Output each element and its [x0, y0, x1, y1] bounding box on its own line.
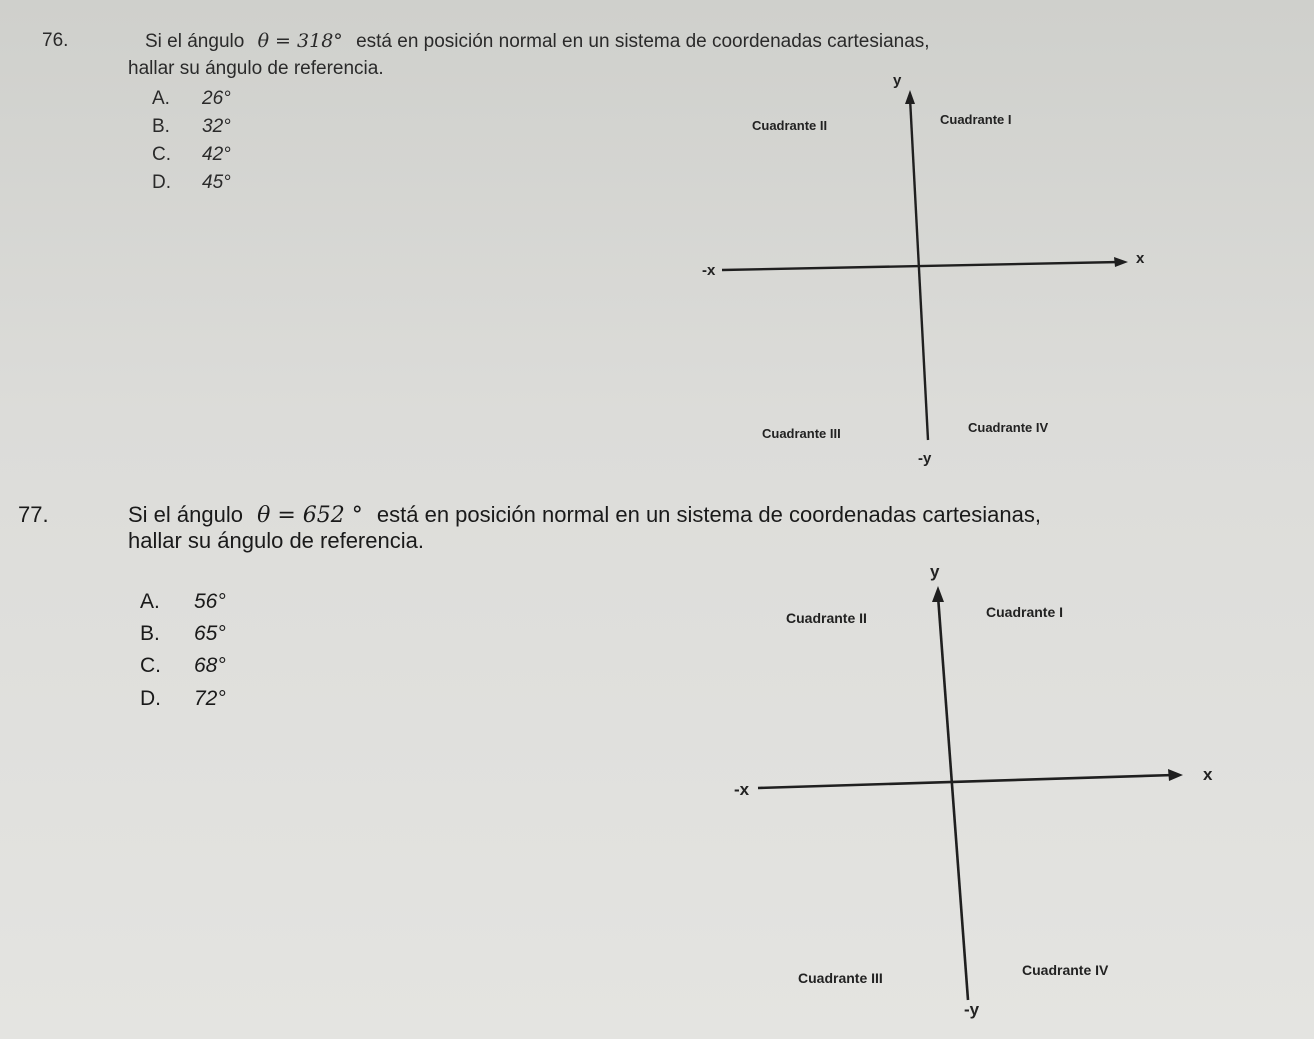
y-arrow-icon [932, 586, 944, 602]
option-value: 26° [202, 88, 231, 109]
quadrant-i-label: Cuadrante I [986, 604, 1064, 620]
question-stem-line2: hallar su ángulo de referencia. [128, 528, 424, 553]
quadrant-iii-label: Cuadrante III [798, 970, 883, 986]
problem-76 [0, 0, 1314, 480]
option-letter: D. [152, 172, 171, 193]
neg-y-axis-label: -y [964, 1000, 980, 1019]
neg-y-axis-label: -y [918, 450, 932, 467]
y-axis-label: y [893, 72, 902, 89]
quadrant-iii-label: Cuadrante III [762, 426, 841, 441]
quadrant-i-label: Cuadrante I [940, 112, 1012, 127]
option-letter: C. [140, 654, 161, 677]
option-value: 56° [194, 590, 226, 613]
option-value: 68° [194, 654, 226, 677]
y-axis-label: y [930, 562, 940, 581]
y-arrow-icon [905, 90, 915, 104]
x-axis [722, 262, 1120, 270]
question-stem-line2: hallar su ángulo de referencia. [128, 58, 384, 79]
quadrant-iv-label: Cuadrante IV [1022, 962, 1109, 978]
option-letter: B. [152, 116, 170, 137]
stem-pre: Si el ángulo [145, 31, 245, 52]
neg-x-axis-label: -x [734, 780, 750, 799]
option-value: 42° [202, 144, 231, 165]
stem-post: está en posición normal en un sistema de coordenadas cartesianas, [376, 502, 1041, 527]
option-letter: A. [140, 590, 160, 613]
quadrant-ii-label: Cuadrante II [786, 610, 867, 626]
coordinate-axes-76 [0, 0, 1314, 480]
option-letter: C. [152, 144, 171, 165]
theta-expression: θ = 652 ° [257, 503, 363, 528]
question-number: 76. [42, 30, 69, 51]
stem-pre: Si el ángulo [128, 502, 243, 527]
option-letter: B. [140, 622, 160, 645]
y-axis [910, 98, 928, 440]
x-axis-label: x [1136, 250, 1145, 267]
x-axis [758, 775, 1174, 788]
option-value: 72° [194, 687, 226, 710]
coordinate-axes-77 [0, 480, 1314, 1039]
x-arrow-icon [1114, 257, 1128, 267]
x-axis-label: x [1203, 765, 1213, 784]
quadrant-iv-label: Cuadrante IV [968, 420, 1049, 435]
question-number: 77. [18, 502, 49, 527]
option-letter: A. [152, 88, 170, 109]
option-letter: D. [140, 687, 161, 710]
neg-x-axis-label: -x [702, 262, 716, 279]
quadrant-ii-label: Cuadrante II [752, 118, 828, 133]
stem-post: está en posición normal en un sistema de coordenadas cartesianas, [356, 31, 930, 52]
problem-77 [0, 480, 1314, 1039]
x-arrow-icon [1168, 769, 1183, 781]
option-value: 32° [202, 116, 231, 137]
option-value: 65° [194, 622, 226, 645]
theta-expression: θ = 318° [257, 30, 343, 52]
y-axis [938, 596, 968, 1000]
option-value: 45° [202, 172, 231, 193]
